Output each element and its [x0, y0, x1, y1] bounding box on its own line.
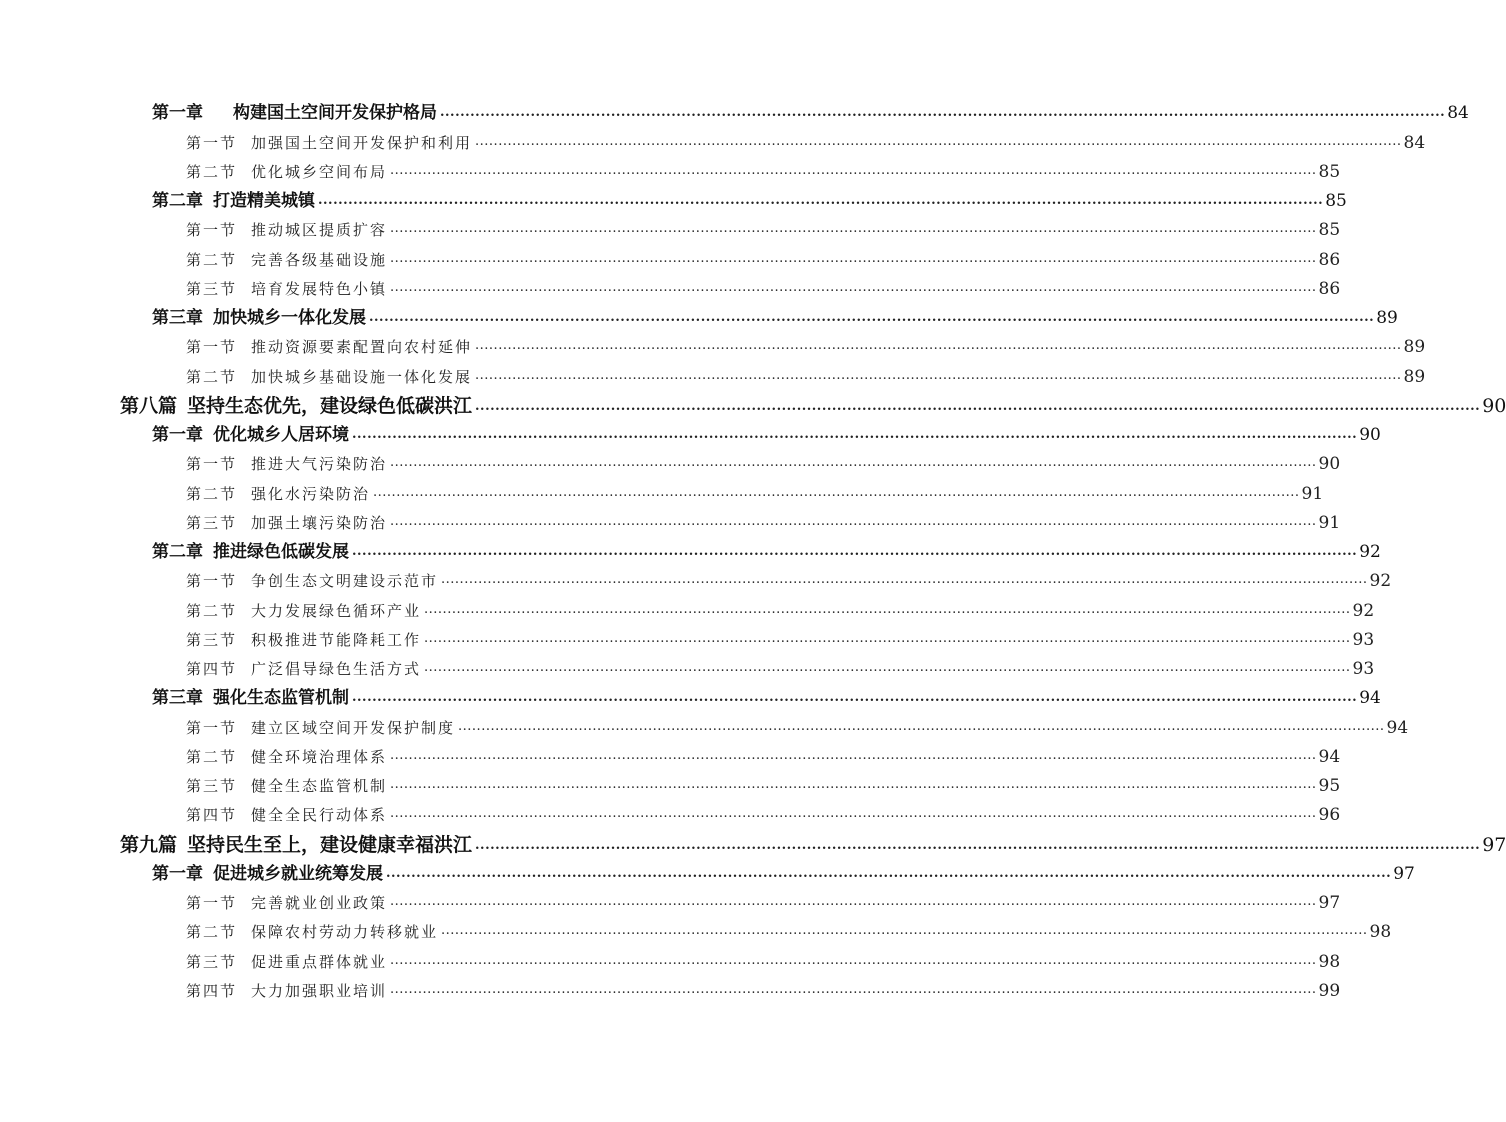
- dot-leader: ........................................................................................................................................................................................................: [352, 690, 1358, 706]
- toc-entry-number: 第一节: [186, 133, 238, 152]
- toc-entry-page-number: 84: [1447, 103, 1469, 124]
- dot-leader: ........................................................................................................................................................................................................: [390, 455, 1317, 471]
- toc-entry-jie[interactable]: [0, 508, 1341, 537]
- toc-entry-label: [120, 394, 475, 418]
- dot-leader: ........................................................................................................................................................................................................: [386, 865, 1392, 881]
- toc-entry-number: 第四节: [186, 981, 238, 1000]
- toc-entry-title: 促进重点群体就业: [251, 952, 388, 971]
- dot-leader: ........................................................................................................................................................................................................: [424, 660, 1351, 675]
- toc-entry-label: [152, 687, 352, 709]
- toc-entry-page-number: 96: [1318, 805, 1341, 826]
- dot-leader: ........................................................................................................................................................................................................: [390, 221, 1317, 237]
- dot-leader: ........................................................................................................................................................................................................: [475, 837, 1481, 853]
- toc-entry-title: 强化生态监管机制: [213, 688, 349, 709]
- toc-entry-jie[interactable]: [0, 449, 1341, 478]
- toc-entry-number: 第二章: [152, 542, 203, 562]
- dot-leader: ........................................................................................................................................................................................................: [441, 572, 1368, 588]
- toc-entry-zhang[interactable]: [0, 98, 1469, 127]
- toc-entry-title: 健全环境治理体系: [251, 747, 388, 766]
- dot-leader: ........................................................................................................................................................................................................: [441, 923, 1368, 939]
- toc-entry-label: [186, 952, 390, 972]
- toc-entry-page-number: 94: [1386, 717, 1409, 738]
- toc-entry-number: 第二章: [152, 191, 203, 211]
- dot-leader: ........................................................................................................................................................................................................: [390, 806, 1317, 822]
- toc-entry-title: 优化城乡空间布局: [251, 162, 388, 181]
- toc-entry-zhang[interactable]: [0, 859, 1415, 888]
- dot-leader: ........................................................................................................................................................................................................: [424, 601, 1351, 617]
- toc-entry-number: 第八篇: [120, 394, 178, 417]
- toc-entry-page-number: 89: [1376, 308, 1398, 328]
- toc-entry-number: 第一节: [186, 221, 238, 240]
- toc-entry-number: 第一节: [186, 894, 238, 912]
- toc-entry-page-number: 89: [1403, 366, 1426, 387]
- toc-entry-jie[interactable]: [0, 625, 1375, 654]
- toc-entry-title: 健全生态监管机制: [251, 777, 388, 795]
- toc-entry-page-number: 98: [1369, 922, 1392, 943]
- toc-entry-page-number: 86: [1318, 278, 1341, 299]
- table-of-contents: [0, 98, 1506, 1005]
- toc-entry-number: 第三节: [186, 279, 238, 298]
- toc-entry-page-number: 91: [1318, 512, 1341, 533]
- toc-entry-page-number: 89: [1403, 337, 1426, 358]
- toc-entry-title: 大力发展绿色循环产业: [251, 601, 422, 620]
- toc-entry-number: 第一章: [152, 425, 203, 445]
- toc-entry-title: 健全全民行动体系: [251, 806, 388, 825]
- dot-leader: ........................................................................................................................................................................................................: [475, 398, 1481, 414]
- toc-entry-page-number: 85: [1318, 220, 1341, 241]
- toc-entry-page-number: 85: [1318, 161, 1341, 182]
- toc-entry-page-number: 92: [1369, 571, 1392, 592]
- toc-entry-pian[interactable]: [0, 829, 1506, 858]
- toc-entry-page-number: 93: [1352, 659, 1375, 679]
- toc-entry-page-number: 90: [1482, 394, 1506, 417]
- toc-entry-page-number: 97: [1482, 833, 1506, 856]
- toc-entry-pian[interactable]: [0, 391, 1506, 420]
- toc-entry-number: 第一节: [186, 718, 238, 737]
- toc-entry-label: [152, 102, 440, 124]
- toc-entry-number: 第二节: [186, 747, 238, 766]
- toc-entry-jie[interactable]: [0, 712, 1409, 741]
- toc-entry-title: 加强土壤污染防治: [251, 513, 388, 532]
- toc-entry-page-number: 92: [1352, 600, 1375, 621]
- dot-leader: ........................................................................................................................................................................................................: [475, 338, 1402, 354]
- toc-entry-title: 保障农村劳动力转移就业: [251, 923, 439, 942]
- toc-entry-label: [186, 220, 390, 240]
- toc-entry-label: [186, 279, 390, 299]
- toc-entry-label: [186, 601, 424, 621]
- toc-entry-zhang[interactable]: [0, 683, 1381, 712]
- toc-entry-label: [186, 454, 390, 474]
- toc-entry-label: [186, 250, 390, 270]
- toc-entry-number: 第三章: [152, 308, 203, 328]
- toc-entry-page-number: 99: [1318, 980, 1341, 1001]
- dot-leader: ........................................................................................................................................................................................................: [390, 894, 1317, 909]
- toc-entry-page-number: 97: [1393, 863, 1415, 884]
- toc-entry-label: [186, 659, 424, 679]
- toc-entry-number: 第一章: [152, 863, 203, 884]
- toc-entry-number: 第四节: [186, 806, 238, 825]
- toc-entry-jie[interactable]: [0, 800, 1341, 829]
- toc-entry-jie[interactable]: [0, 274, 1341, 303]
- toc-entry-title: 推进大气污染防治: [251, 455, 388, 474]
- toc-entry-title: 培育发展特色小镇: [251, 279, 388, 298]
- dot-leader: ........................................................................................................................................................................................................: [390, 952, 1317, 968]
- toc-entry-number: 第三节: [186, 952, 238, 971]
- dot-leader: ........................................................................................................................................................................................................: [352, 427, 1358, 442]
- toc-entry-title: 推进绿色低碳发展: [213, 542, 349, 562]
- toc-entry-jie[interactable]: [0, 478, 1324, 507]
- dot-leader: ........................................................................................................................................................................................................: [390, 250, 1317, 266]
- toc-entry-label: [186, 162, 390, 182]
- dot-leader: ........................................................................................................................................................................................................: [373, 484, 1300, 500]
- toc-entry-title: 加强国土空间开发保护和利用: [251, 133, 473, 152]
- toc-entry-title: 加快城乡基础设施一体化发展: [251, 367, 473, 386]
- toc-entry-jie[interactable]: [0, 127, 1426, 156]
- toc-entry-jie[interactable]: [0, 654, 1375, 683]
- dot-leader: ........................................................................................................................................................................................................: [390, 162, 1317, 178]
- toc-entry-jie[interactable]: [0, 771, 1341, 800]
- dot-leader: ........................................................................................................................................................................................................: [440, 105, 1446, 121]
- dot-leader: ........................................................................................................................................................................................................: [424, 630, 1351, 646]
- toc-entry-label: [152, 307, 369, 329]
- toc-entry-jie[interactable]: [0, 244, 1341, 273]
- dot-leader: ........................................................................................................................................................................................................: [458, 718, 1385, 734]
- toc-entry-jie[interactable]: [0, 742, 1341, 771]
- toc-entry-page-number: 85: [1325, 191, 1347, 211]
- toc-entry-title: 大力加强职业培训: [251, 981, 388, 1000]
- toc-entry-jie[interactable]: [0, 917, 1392, 946]
- toc-entry-label: [120, 833, 475, 857]
- toc-entry-zhang[interactable]: [0, 420, 1381, 449]
- toc-entry-zhang[interactable]: [0, 537, 1381, 566]
- toc-entry-title: 加快城乡一体化发展: [213, 308, 366, 328]
- toc-entry-jie[interactable]: [0, 946, 1341, 975]
- toc-entry-number: 第二节: [186, 162, 238, 181]
- toc-entry-number: 第二节: [186, 923, 238, 942]
- toc-entry-number: 第三节: [186, 777, 238, 795]
- toc-entry-jie[interactable]: [0, 157, 1341, 186]
- toc-entry-page-number: 93: [1352, 629, 1375, 650]
- toc-entry-page-number: 94: [1359, 688, 1381, 709]
- toc-entry-label: [186, 367, 475, 387]
- toc-entry-page-number: 90: [1318, 454, 1341, 475]
- toc-entry-label: [186, 484, 373, 504]
- toc-entry-title: 推动资源要素配置向农村延伸: [251, 338, 473, 357]
- toc-entry-number: 第四节: [186, 660, 238, 678]
- toc-entry-number: 第二节: [186, 367, 238, 386]
- toc-entry-number: 第一节: [186, 338, 238, 357]
- toc-entry-label: [186, 630, 424, 650]
- toc-entry-label: [186, 571, 441, 591]
- dot-leader: ........................................................................................................................................................................................................: [390, 747, 1317, 763]
- toc-entry-number: 第二节: [186, 250, 238, 269]
- toc-entry-page-number: 86: [1318, 249, 1341, 270]
- toc-entry-title: 打造精美城镇: [213, 191, 315, 211]
- toc-entry-label: [186, 747, 390, 767]
- toc-entry-page-number: 97: [1318, 893, 1341, 913]
- toc-entry-jie[interactable]: [0, 566, 1392, 595]
- dot-leader: ........................................................................................................................................................................................................: [390, 981, 1317, 997]
- dot-leader: ........................................................................................................................................................................................................: [475, 367, 1402, 383]
- toc-entry-title: 坚持生态优先，建设绿色低碳洪江: [187, 394, 473, 417]
- toc-entry-title: 坚持民生至上，建设健康幸福洪江: [187, 833, 473, 856]
- toc-entry-label: [152, 424, 352, 446]
- toc-entry-number: 第九篇: [120, 833, 178, 856]
- toc-entry-title: 积极推进节能降耗工作: [251, 630, 422, 649]
- toc-entry-number: 第三节: [186, 513, 238, 532]
- dot-leader: ........................................................................................................................................................................................................: [390, 513, 1317, 529]
- toc-entry-label: [186, 513, 390, 533]
- toc-entry-label: [186, 718, 458, 738]
- toc-entry-jie[interactable]: [0, 332, 1426, 361]
- toc-entry-jie[interactable]: [0, 888, 1341, 917]
- toc-entry-title: 构建国土空间开发保护格局: [233, 103, 437, 124]
- toc-entry-title: 广泛倡导绿色生活方式: [251, 660, 422, 678]
- toc-entry-number: 第一节: [186, 572, 238, 591]
- toc-entry-title: 争创生态文明建设示范市: [251, 572, 439, 591]
- dot-leader: ........................................................................................................................................................................................................: [475, 133, 1402, 149]
- dot-leader: ........................................................................................................................................................................................................: [352, 544, 1358, 559]
- toc-entry-label: [152, 863, 386, 885]
- dot-leader: ........................................................................................................................................................................................................: [369, 310, 1375, 325]
- toc-entry-number: 第一章: [152, 103, 203, 124]
- dot-leader: ........................................................................................................................................................................................................: [318, 193, 1324, 208]
- toc-entry-label: [186, 893, 390, 913]
- toc-entry-label: [186, 776, 390, 796]
- toc-entry-label: [152, 190, 318, 212]
- toc-entry-number: 第二节: [186, 484, 238, 503]
- toc-entry-title: 建立区域空间开发保护制度: [251, 718, 456, 737]
- toc-entry-jie[interactable]: [0, 595, 1375, 624]
- toc-entry-title: 完善各级基础设施: [251, 250, 388, 269]
- toc-entry-title: 优化城乡人居环境: [213, 425, 349, 445]
- toc-entry-title: 促进城乡就业统筹发展: [213, 863, 383, 884]
- dot-leader: ........................................................................................................................................................................................................: [390, 777, 1317, 792]
- toc-entry-page-number: 92: [1359, 542, 1381, 562]
- toc-entry-label: [152, 541, 352, 563]
- toc-entry-zhang[interactable]: [0, 186, 1347, 215]
- toc-entry-title: 推动城区提质扩容: [251, 221, 388, 240]
- toc-entry-label: [186, 922, 441, 942]
- toc-entry-label: [186, 337, 475, 357]
- toc-entry-number: 第三节: [186, 630, 238, 649]
- toc-entry-zhang[interactable]: [0, 303, 1398, 332]
- toc-entry-jie[interactable]: [0, 361, 1426, 390]
- toc-entry-title: 完善就业创业政策: [251, 894, 388, 912]
- toc-entry-number: 第三章: [152, 688, 203, 709]
- toc-entry-label: [186, 133, 475, 153]
- toc-entry-number: 第二节: [186, 601, 238, 620]
- toc-entry-title: 强化水污染防治: [251, 484, 371, 503]
- dot-leader: ........................................................................................................................................................................................................: [390, 279, 1317, 295]
- toc-entry-jie[interactable]: [0, 215, 1341, 244]
- toc-entry-page-number: 98: [1318, 951, 1341, 972]
- toc-entry-number: 第一节: [186, 455, 238, 474]
- toc-entry-page-number: 84: [1403, 132, 1426, 153]
- toc-entry-page-number: 91: [1301, 483, 1324, 504]
- toc-entry-label: [186, 981, 390, 1001]
- toc-entry-page-number: 94: [1318, 746, 1341, 767]
- toc-entry-jie[interactable]: [0, 976, 1341, 1005]
- toc-entry-page-number: 95: [1318, 776, 1341, 796]
- toc-entry-page-number: 90: [1359, 425, 1381, 445]
- toc-entry-label: [186, 805, 390, 825]
